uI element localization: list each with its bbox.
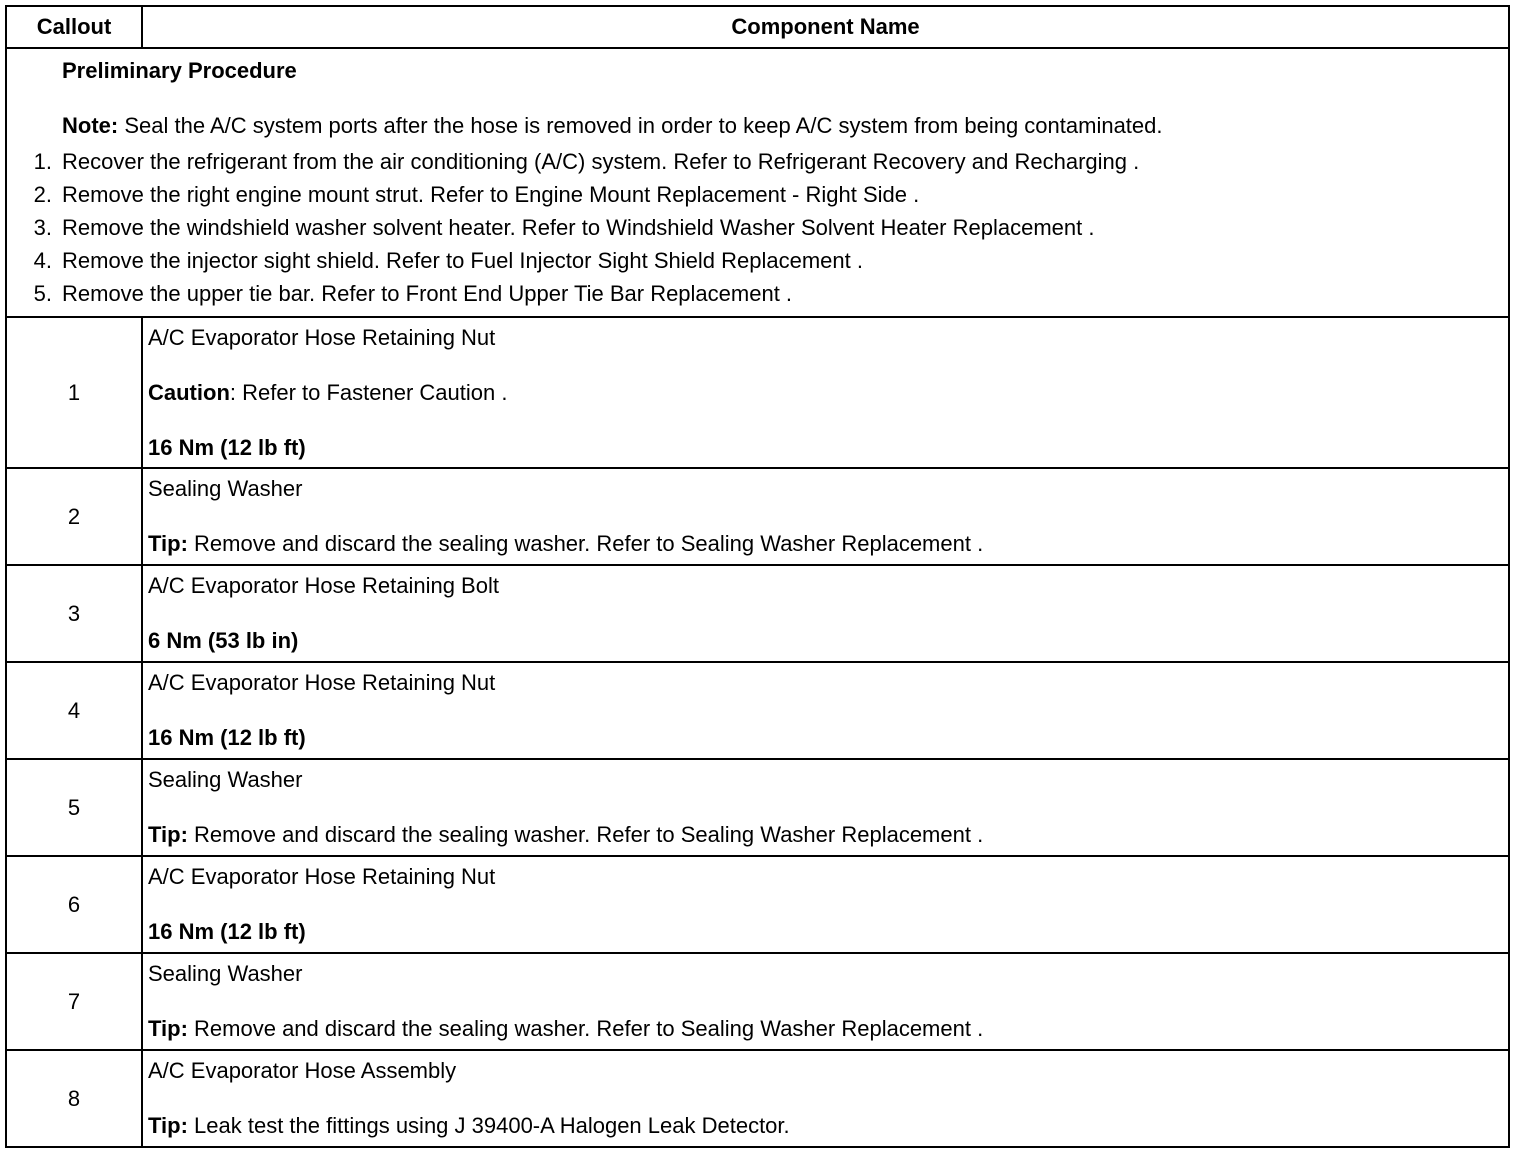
component-name: A/C Evaporator Hose Retaining Nut xyxy=(148,864,496,889)
table-row xyxy=(6,856,1509,953)
step-text: Recover the refrigerant from the air conditioning (A/C) system. Refer to Refrigerant Recovery and Recharging . xyxy=(62,149,1140,174)
table-row xyxy=(6,662,1509,759)
tip-label: Tip: xyxy=(148,1016,188,1041)
step-item xyxy=(7,211,1508,244)
tip-text: Remove and discard the sealing washer. Refer to Sealing Washer Replacement . xyxy=(187,822,984,847)
component-name: Sealing Washer xyxy=(148,476,303,501)
callout-header: Callout xyxy=(6,6,142,48)
step-text: Remove the injector sight shield. Refer to Fuel Injector Sight Shield Replacement . xyxy=(62,248,863,273)
tip-line xyxy=(148,531,1508,557)
callout-number: 5 xyxy=(6,759,142,856)
preliminary-note xyxy=(62,113,1508,139)
component-name: A/C Evaporator Hose Assembly xyxy=(148,1058,457,1083)
table-row xyxy=(6,1050,1509,1147)
step-number: 3. xyxy=(33,215,52,240)
note-text: Seal the A/C system ports after the hose is removed in order to keep A/C system from being contaminated. xyxy=(118,113,1163,138)
preliminary-title: Preliminary Procedure xyxy=(62,58,297,83)
component-cell xyxy=(142,662,1509,759)
tip-label: Tip: xyxy=(148,531,188,556)
tip-label: Tip: xyxy=(148,1113,188,1138)
component-name: Sealing Washer xyxy=(148,767,303,792)
tip-line xyxy=(148,1016,1508,1042)
component-cell xyxy=(142,953,1509,1050)
step-item xyxy=(7,178,1508,211)
callout-number: 7 xyxy=(6,953,142,1050)
component-cell xyxy=(142,317,1509,468)
step-number: 5. xyxy=(33,281,52,306)
callout-number: 8 xyxy=(6,1050,142,1147)
preliminary-steps xyxy=(7,145,1508,310)
step-text: Remove the upper tie bar. Refer to Front End Upper Tie Bar Replacement . xyxy=(62,281,793,306)
torque-spec: 6 Nm (53 lb in) xyxy=(148,628,299,653)
callout-number: 3 xyxy=(6,565,142,662)
header-row xyxy=(6,6,1509,48)
component-name: A/C Evaporator Hose Retaining Nut xyxy=(148,670,496,695)
step-number: 1. xyxy=(33,149,52,174)
torque-spec: 16 Nm (12 lb ft) xyxy=(148,919,306,944)
table-row xyxy=(6,953,1509,1050)
component-table xyxy=(5,5,1510,1148)
tip-line xyxy=(148,1113,1508,1139)
caution-label: Caution xyxy=(148,380,230,405)
table-row xyxy=(6,565,1509,662)
component-cell xyxy=(142,468,1509,565)
callout-number: 1 xyxy=(6,317,142,468)
component-cell xyxy=(142,565,1509,662)
component-name: A/C Evaporator Hose Retaining Bolt xyxy=(148,573,499,598)
torque-spec: 16 Nm (12 lb ft) xyxy=(148,725,306,750)
caution-text: : Refer to Fastener Caution . xyxy=(229,380,508,405)
step-item xyxy=(7,277,1508,310)
component-cell xyxy=(142,856,1509,953)
tip-line xyxy=(148,822,1508,848)
component-name: Sealing Washer xyxy=(148,961,303,986)
table-row xyxy=(6,468,1509,565)
caution-line xyxy=(148,380,1508,406)
callout-number: 6 xyxy=(6,856,142,953)
step-number: 2. xyxy=(33,182,52,207)
note-label: Note: xyxy=(62,113,119,138)
callout-number: 4 xyxy=(6,662,142,759)
step-number: 4. xyxy=(33,248,52,273)
tip-label: Tip: xyxy=(148,822,188,847)
torque-spec: 16 Nm (12 lb ft) xyxy=(148,435,306,460)
step-text: Remove the right engine mount strut. Refer to Engine Mount Replacement - Right Side . xyxy=(62,182,920,207)
component-cell xyxy=(142,1050,1509,1147)
component-name-header: Component Name xyxy=(142,6,1509,48)
component-name: A/C Evaporator Hose Retaining Nut xyxy=(148,325,496,350)
component-cell xyxy=(142,759,1509,856)
tip-text: Leak test the fittings using J 39400-A Halogen Leak Detector. xyxy=(187,1113,790,1138)
step-text: Remove the windshield washer solvent heater. Refer to Windshield Washer Solvent Heater Replacement . xyxy=(62,215,1095,240)
table-row xyxy=(6,759,1509,856)
table-row xyxy=(6,317,1509,468)
tip-text: Remove and discard the sealing washer. Refer to Sealing Washer Replacement . xyxy=(187,1016,984,1041)
tip-text: Remove and discard the sealing washer. Refer to Sealing Washer Replacement . xyxy=(187,531,984,556)
callout-number: 2 xyxy=(6,468,142,565)
step-item xyxy=(7,145,1508,178)
preliminary-procedure xyxy=(6,48,1509,317)
step-item xyxy=(7,244,1508,277)
preliminary-procedure-row xyxy=(6,48,1509,317)
